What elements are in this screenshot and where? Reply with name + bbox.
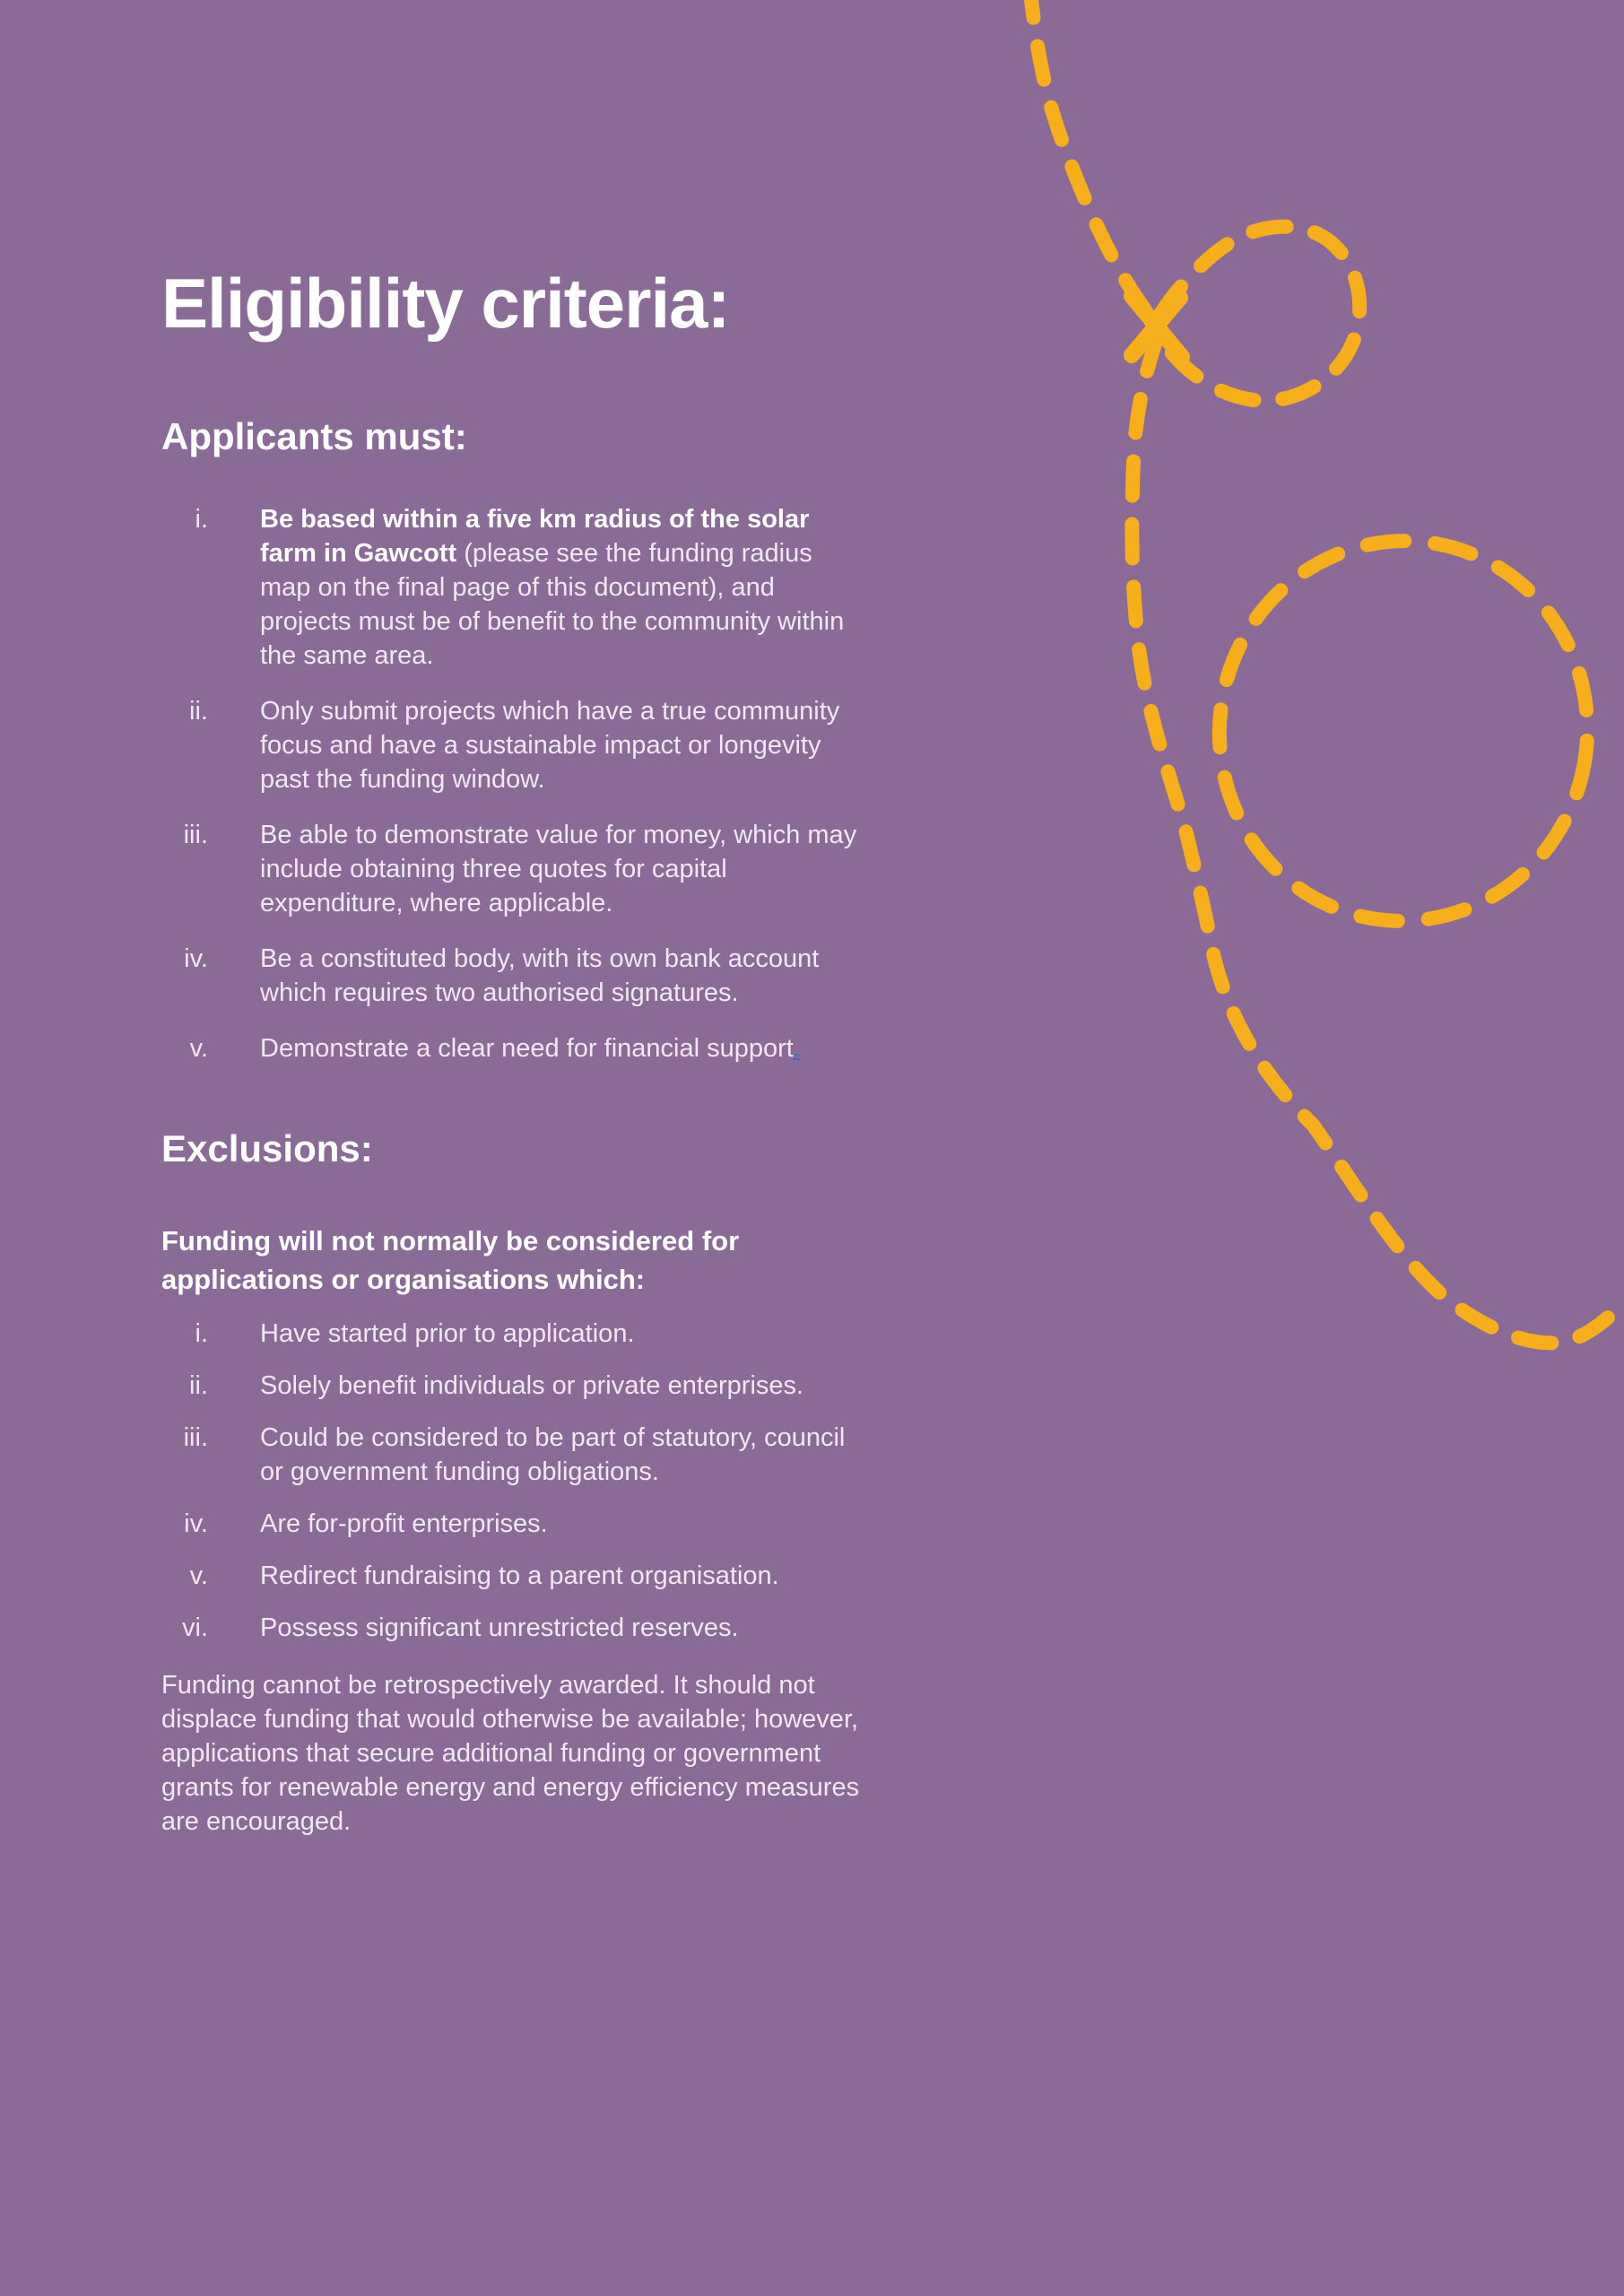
list-marker: iv.	[184, 944, 208, 973]
list-item-text: Only submit projects which have a true community focus and have a sustainable impact or longevity past the funding window.	[260, 697, 840, 794]
list-marker: ii.	[189, 1371, 208, 1400]
list-marker: iii.	[183, 821, 208, 849]
list-item-text: Could be considered to be part of statutory, council or government funding obligations.	[260, 1423, 846, 1486]
list-item-text: Be a constituted body, with its own bank account which requires two authorised signatures.	[260, 944, 820, 1007]
list-marker: iv.	[184, 1509, 208, 1538]
list-marker: vi.	[182, 1613, 208, 1642]
exclusions-heading: Exclusions:	[161, 1127, 373, 1170]
applicants-list	[161, 502, 863, 1087]
list-item-body: Demonstrate a clear need for financial support	[260, 1034, 794, 1063]
list-item	[161, 1611, 863, 1645]
list-item	[161, 1317, 863, 1351]
list-item	[161, 502, 863, 673]
list-item	[161, 1421, 863, 1489]
x-cross-mark	[1132, 296, 1182, 357]
list-item	[161, 1369, 863, 1403]
list-item-body: (please see the funding radius map on the final page of this document), and projects must be of benefit to the community within the same area.	[260, 539, 845, 670]
list-item-text	[260, 1031, 863, 1065]
exclusions-list	[161, 1317, 863, 1663]
list-item-text: Have started prior to application.	[260, 1319, 635, 1348]
list-item	[161, 694, 863, 796]
list-marker: iii.	[183, 1423, 208, 1452]
support-link-mark[interactable]: .	[793, 1034, 801, 1063]
list-item-text	[260, 502, 863, 673]
exclusions-intro: Funding will not normally be considered for applications or organisations which:	[161, 1225, 740, 1295]
list-item	[161, 942, 863, 1010]
list-marker: i.	[195, 505, 208, 534]
list-item	[161, 1031, 863, 1065]
page-title: Eligibility criteria:	[161, 264, 730, 343]
list-item	[161, 818, 863, 920]
list-marker: i.	[195, 1319, 208, 1348]
list-item-text: Be able to demonstrate value for money, which may include obtaining three quotes for capital expenditure, where applicable.	[260, 821, 857, 918]
list-marker: v.	[189, 1561, 208, 1590]
list-item	[161, 1559, 863, 1593]
list-item-text: Redirect fundraising to a parent organisation.	[260, 1561, 779, 1590]
list-item-bold-lead: Be based within a five km radius of the solar farm in Gawcott	[260, 505, 810, 568]
list-item-text: Possess significant unrestricted reserves.	[260, 1613, 739, 1642]
list-marker: v.	[189, 1034, 208, 1063]
dashed-path	[1029, 0, 1624, 1343]
applicants-heading: Applicants must:	[161, 415, 467, 457]
list-item-text: Solely benefit individuals or private enterprises.	[260, 1371, 804, 1400]
dashed-big-loop	[1194, 517, 1611, 945]
footer-paragraph: Funding cannot be retrospectively awarded. It should not displace funding that would otherwise be available; however, applications that secure additional funding or government grants for renewable energy and energy efficiency measures are encouraged.	[161, 1671, 860, 1836]
list-item	[161, 1507, 863, 1541]
list-item-text: Are for-profit enterprises.	[260, 1509, 548, 1538]
list-marker: ii.	[189, 697, 208, 726]
